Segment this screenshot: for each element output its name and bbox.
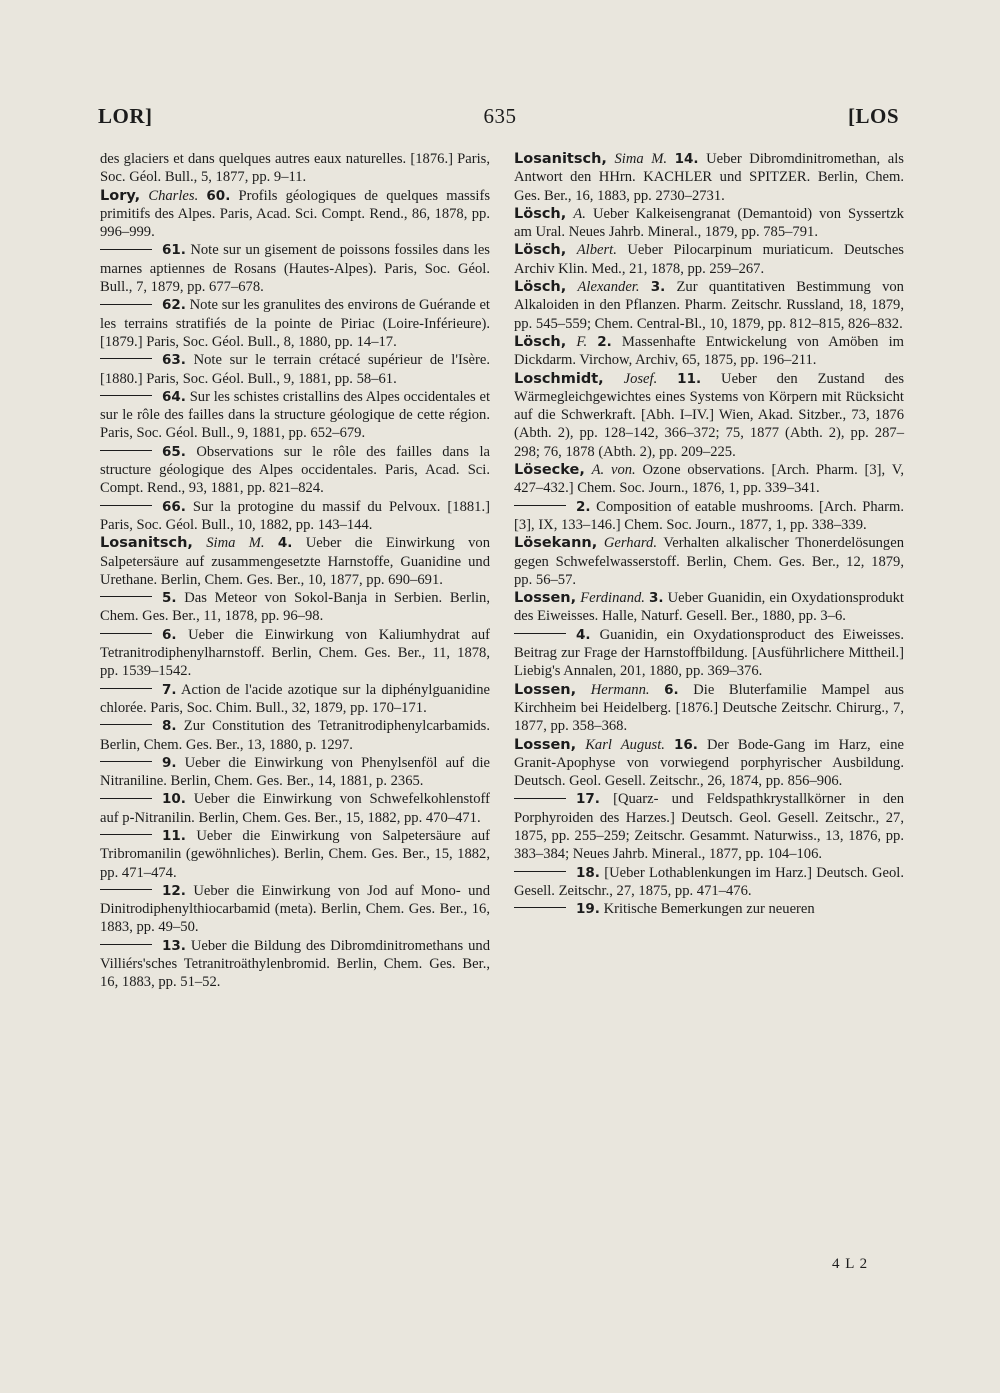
entry-number: 6. — [664, 681, 679, 698]
entry-given-name: F. — [576, 333, 588, 350]
entry-author: Lossen, — [514, 590, 577, 607]
entry-text: Sur les schistes cristallins des Alpes occidentales et sur le rôle des failles dans la structure géologique de cette région. Paris, Soc. Géol. Bull., 9, 1881, pp. 652–679. — [100, 388, 490, 442]
entry-given-name: Ferdinand. — [580, 590, 645, 607]
ditto-rule — [100, 505, 152, 506]
entry-text: Sur la protogine du massif du Pelvoux. [1881.] Paris, Soc. Géol. Bull., 10, 1882, pp. 143–144. — [100, 498, 490, 533]
entry-number: 65. — [162, 443, 186, 460]
bibliography-entry — [514, 790, 904, 863]
bibliography-entry — [514, 461, 904, 498]
bibliography-entry — [514, 589, 904, 626]
entry-text: Zur quantitativen Bestimmung von Alkaloiden in den Pflanzen. Pharm. Zeitschr. Russland, 18, 1879, pp. 545–559; Chem. Central-Bl., 10, 1879, pp. 812–815, 826–832. — [514, 279, 904, 332]
entry-number: 64. — [162, 388, 186, 405]
entry-number: 60. — [206, 187, 231, 204]
ditto-rule — [100, 889, 152, 890]
running-head-right: [LOS — [848, 104, 900, 128]
entry-text: Ueber Guanidin, ein Oxydationsprodukt des Eiweisses. Halle, Naturf. Gesell. Ber., 1880, pp. 3–6. — [514, 590, 904, 625]
ditto-rule — [100, 358, 152, 359]
entry-text: Observations sur le rôle des failles dans la structure géologique des Alpes occidentales. Paris, Acad. Sci. Compt. Rend., 93, 1881, pp. 821–824. — [100, 443, 490, 497]
bibliography-entry — [100, 790, 490, 827]
entry-number: 63. — [162, 352, 186, 369]
entry-text: Ueber die Einwirkung von Salpetersäure auf zusammengesetzte Harnstoffe, Guanidine und Urethane. Berlin, Chem. Ges. Ber., 10, 1877, pp. 690–691. — [100, 535, 490, 588]
entry-text: Ueber Pilocarpinum muriaticum. Deutsches Archiv Klin. Med., 21, 1878, pp. 259–267. — [514, 242, 904, 277]
entry-number: 5. — [162, 590, 177, 607]
entry-text: Note sur un gisement de poissons fossiles dans les marnes aptiennes de Rosans (Hautes-Alpes). Paris, Soc. Géol. Bull., 7, 1879, pp. 677–678. — [100, 242, 490, 296]
entry-number: 61. — [162, 242, 186, 259]
ditto-rule — [100, 304, 152, 305]
entry-text: Composition of eatable mushrooms. [Arch. Pharm. [3], IX, 133–146.] Chem. Soc. Journ., 1877, 1, pp. 338–339. — [514, 498, 904, 533]
entry-number: 12. — [162, 882, 186, 899]
entry-number: 9. — [162, 754, 177, 771]
bibliography-entry — [100, 754, 490, 791]
entry-given-name: Karl August. — [585, 736, 665, 753]
ditto-rule — [514, 798, 566, 799]
ditto-rule — [100, 633, 152, 634]
entry-author: Losanitsch, — [514, 151, 607, 167]
entry-number: 4. — [576, 626, 591, 643]
ditto-rule — [100, 761, 152, 762]
entry-text: Das Meteor von Sokol-Banja in Serbien. Berlin, Chem. Ges. Ber., 11, 1878, pp. 96–98. — [100, 590, 490, 625]
bibliography-entry — [100, 589, 490, 626]
entry-text: [Ueber Lothablenkungen im Harz.] Deutsch. Geol. Gesell. Zeitschr., 27, 1875, pp. 471–476. — [514, 864, 904, 899]
entry-text: Der Bode-Gang im Harz, eine Granit-Apophyse von vorwiegend porphyrischer Ausbildung. Deutsch. Geol. Gesell. Zeitschr., 26, 1874, pp. 856–906. — [514, 736, 904, 790]
ditto-rule — [100, 249, 152, 250]
ditto-rule — [100, 834, 152, 835]
entry-author: Loschmidt, — [514, 370, 604, 387]
entry-text: Ueber die Einwirkung von Kaliumhydrat auf Tetranitrodiphenylharnstoff. Berlin, Chem. Ges. Ber., 11, 1878, pp. 1539–1542. — [100, 626, 490, 680]
entry-text: Ueber Dibromdinitromethan, als Antwort den HHrn. KACHLER und SPITZER. Berlin, Chem. Ges. Ber., 16, 1883, pp. 2730–2731. — [514, 151, 904, 204]
entry-number: 6. — [162, 626, 177, 643]
bibliography-entry — [100, 681, 490, 718]
bibliography-entry — [514, 626, 904, 681]
ditto-rule — [514, 633, 566, 634]
bibliography-entry — [514, 534, 904, 589]
entry-given-name: Gerhard. — [603, 535, 657, 552]
bibliography-entry — [514, 681, 904, 736]
entry-number: 13. — [162, 937, 186, 954]
entry-text: Profils géologiques de quelques massifs primitifs des Alpes. Paris, Acad. Sci. Compt. Rend., 86, 1878, pp. 996–999. — [100, 187, 491, 241]
entry-text: Ueber die Einwirkung von Schwefelkohlenstoff auf p-Nitranilin. Berlin, Chem. Ges. Ber., 15, 1882, pp. 470–471. — [100, 791, 490, 826]
ditto-rule — [100, 395, 152, 396]
bibliography-entry — [514, 498, 904, 535]
entry-text: [Quarz- und Feldspathkrystallkörner in den Porphyroiden des Harzes.] Deutsch. Geol. Gesell. Zeitschr., 27, 1875, pp. 255–259; Zeitschr. Gesammt. Naturwiss., 13, 1876, pp. 383–384; Neues Jahrb. Mineral., 1877, pp. 104–106. — [514, 791, 904, 863]
page-number: 635 — [483, 104, 517, 128]
entry-author: Lösch, — [514, 333, 567, 350]
bibliography-entry — [100, 150, 490, 187]
entry-number: 2. — [597, 333, 612, 350]
entry-given-name: A. — [573, 205, 586, 222]
entry-number: 11. — [162, 827, 186, 844]
bibliography-entry — [100, 296, 490, 351]
bibliography-entry — [514, 333, 904, 370]
entry-given-name: Charles. — [148, 187, 199, 204]
bibliography-entry — [100, 187, 490, 242]
entry-author: Lösch, — [514, 205, 567, 222]
entry-text: Ueber Kalkeisengranat (Demantoid) von Syssertzk am Ural. Neues Jahrb. Mineral., 1879, pp. 785–791. — [514, 205, 904, 241]
entry-number: 19. — [576, 901, 600, 918]
entry-number: 10. — [162, 791, 186, 808]
ditto-rule — [100, 798, 152, 799]
entry-given-name: Albert. — [576, 242, 617, 259]
entry-given-name: Alexander. — [577, 279, 640, 296]
entry-text: Ueber den Zustand des Wärmegleichgewichtes eines Systems von Körpern mit Rücksicht auf die Schwerkraft. [Abh. I–IV.] Wien, Akad. Sitzber., 73, 1876 (Abth. 2), pp. 128–142, 366–372; 75, 1877 (Abth. 2), pp. 287–298; 76, 1878 (Abth. 2), pp. 209–225. — [514, 370, 905, 460]
running-head-left: LOR] — [98, 104, 153, 128]
bibliography-entry — [100, 351, 490, 388]
entry-given-name: Sima M. — [614, 151, 668, 167]
entry-number: 7. — [162, 681, 177, 698]
bibliography-entry — [100, 534, 490, 589]
entry-text: Ozone observations. [Arch. Pharm. [3], V, 427–432.] Chem. Soc. Journ., 1876, 1, pp. 339–341. — [514, 462, 904, 497]
entry-number: 8. — [162, 718, 177, 735]
ditto-rule — [514, 871, 566, 872]
bibliography-entry — [100, 241, 490, 296]
ditto-rule — [100, 688, 152, 689]
ditto-rule — [100, 450, 152, 451]
entry-text: Zur Constitution des Tetranitrodiphenylcarbamids. Berlin, Chem. Ges. Ber., 13, 1880, p. 1297. — [100, 718, 490, 753]
bibliography-entry — [514, 370, 904, 461]
entry-number: 3. — [649, 590, 664, 607]
bibliography-entry — [514, 900, 904, 918]
entry-given-name: Hermann. — [590, 681, 650, 698]
entry-text: Note sur les granulites des environs de Guérande et les terrains stratifiés de la pointe de Piriac (Loire-Inférieure). [1879.] Paris, Soc. Géol. Bull., 8, 1880, pp. 14–17. — [100, 297, 490, 350]
entry-text: Massenhafte Entwickelung von Amöben im Dickdarm. Virchow, Archiv, 65, 1875, pp. 196–211. — [514, 333, 904, 369]
entry-text: Verhalten alkalischer Thonerdelösungen gegen Schwefelwasserstoff. Berlin, Chem. Ges. Ber., 12, 1879, pp. 56–57. — [514, 535, 904, 588]
entry-text: Ueber die Einwirkung von Phenylsenföl auf die Nitraniline. Berlin, Chem. Ges. Ber., 14, 1881, p. 2365. — [100, 754, 490, 790]
ditto-rule — [100, 724, 152, 725]
entry-number: 66. — [162, 498, 186, 515]
entry-author: Lösch, — [514, 242, 567, 259]
entry-number: 18. — [576, 864, 600, 881]
ditto-rule — [100, 596, 152, 597]
bibliography-entry — [100, 827, 490, 882]
entry-text: Die Bluterfamilie Mampel aus Kirchheim bei Heidelberg. [1876.] Deutsche Zeitschr. Chirurg., 7, 1877, pp. 358–368. — [514, 681, 904, 735]
entry-number: 17. — [576, 791, 600, 808]
entry-number: 14. — [674, 151, 699, 167]
entry-author: Losanitsch, — [100, 535, 193, 552]
entry-author: Lossen, — [514, 736, 577, 753]
bibliography-entry — [100, 626, 490, 681]
bibliography-entry — [100, 443, 490, 498]
bibliography-entry — [100, 498, 490, 535]
ditto-rule — [100, 944, 152, 945]
entry-number: 2. — [576, 498, 591, 515]
entry-number: 3. — [650, 279, 666, 296]
entry-text: Ueber die Einwirkung von Salpetersäure auf Tribromanilin (gewöhnliches). Berlin, Chem. Ges. Ber., 15, 1882, pp. 471–474. — [100, 827, 490, 881]
bibliography-entry — [100, 937, 490, 992]
entry-given-name: Sima M. — [206, 535, 265, 552]
bibliography-entry — [514, 864, 904, 901]
entry-text: Ueber die Einwirkung von Jod auf Mono- und Dinitrodiphenylthiocarbamid (meta). Berlin, Chem. Ges. Ber., 16, 1883, pp. 49–50. — [100, 882, 491, 936]
entry-author: Lösecke, — [514, 462, 585, 479]
bibliography-entry — [100, 882, 490, 937]
signature-mark: 4 L 2 — [832, 1256, 869, 1272]
entry-text: Action de l'acide azotique sur la diphénylguanidine chlorée. Paris, Soc. Chim. Bull., 32, 1879, pp. 170–171. — [100, 681, 490, 716]
entry-author: Lösch, — [514, 279, 567, 296]
bibliography-entry — [514, 150, 904, 205]
entry-author: Lösekann, — [514, 535, 598, 552]
entry-text: Ueber die Bildung des Dibromdinitromethans und Villiérs'sches Tetranitroäthylenbromid. Berlin, Chem. Ges. Ber., 16, 1883, pp. 51–52. — [100, 937, 491, 991]
entry-author: Lory, — [100, 187, 141, 204]
bibliography-entry — [514, 736, 904, 791]
bibliography-entry — [100, 717, 490, 754]
bibliography-entry — [514, 241, 904, 278]
bibliography-entry — [514, 205, 904, 242]
bibliography-entry — [100, 388, 490, 443]
entry-number: 11. — [677, 370, 702, 387]
entry-given-name: A. von. — [591, 462, 636, 479]
entry-given-name: Josef. — [623, 370, 658, 387]
right-column — [514, 150, 904, 918]
left-column — [100, 150, 490, 992]
entry-number: 4. — [277, 535, 293, 552]
entry-text: Note sur le terrain crétacé supérieur de l'Isère. [1880.] Paris, Soc. Géol. Bull., 9, 1881, pp. 58–61. — [100, 352, 490, 387]
bibliography-entry — [514, 278, 904, 333]
ditto-rule — [514, 907, 566, 908]
entry-text: Kritische Bemerkungen zur neueren — [603, 901, 815, 918]
entry-number: 16. — [673, 736, 698, 753]
entry-number: 62. — [162, 297, 186, 314]
entry-author: Lossen, — [514, 681, 577, 698]
ditto-rule — [514, 505, 566, 506]
entry-text: des glaciers et dans quelques autres eaux naturelles. [1876.] Paris, Soc. Géol. Bull., 5, 1877, pp. 9–11. — [100, 151, 490, 186]
entry-text: Guanidin, ein Oxydationsproduct des Eiweisses. Beitrag zur Frage der Harnstoffbildung. [Ausführlichere Mittheil.] Liebig's Annalen, 201, 1880, pp. 369–376. — [514, 626, 904, 680]
